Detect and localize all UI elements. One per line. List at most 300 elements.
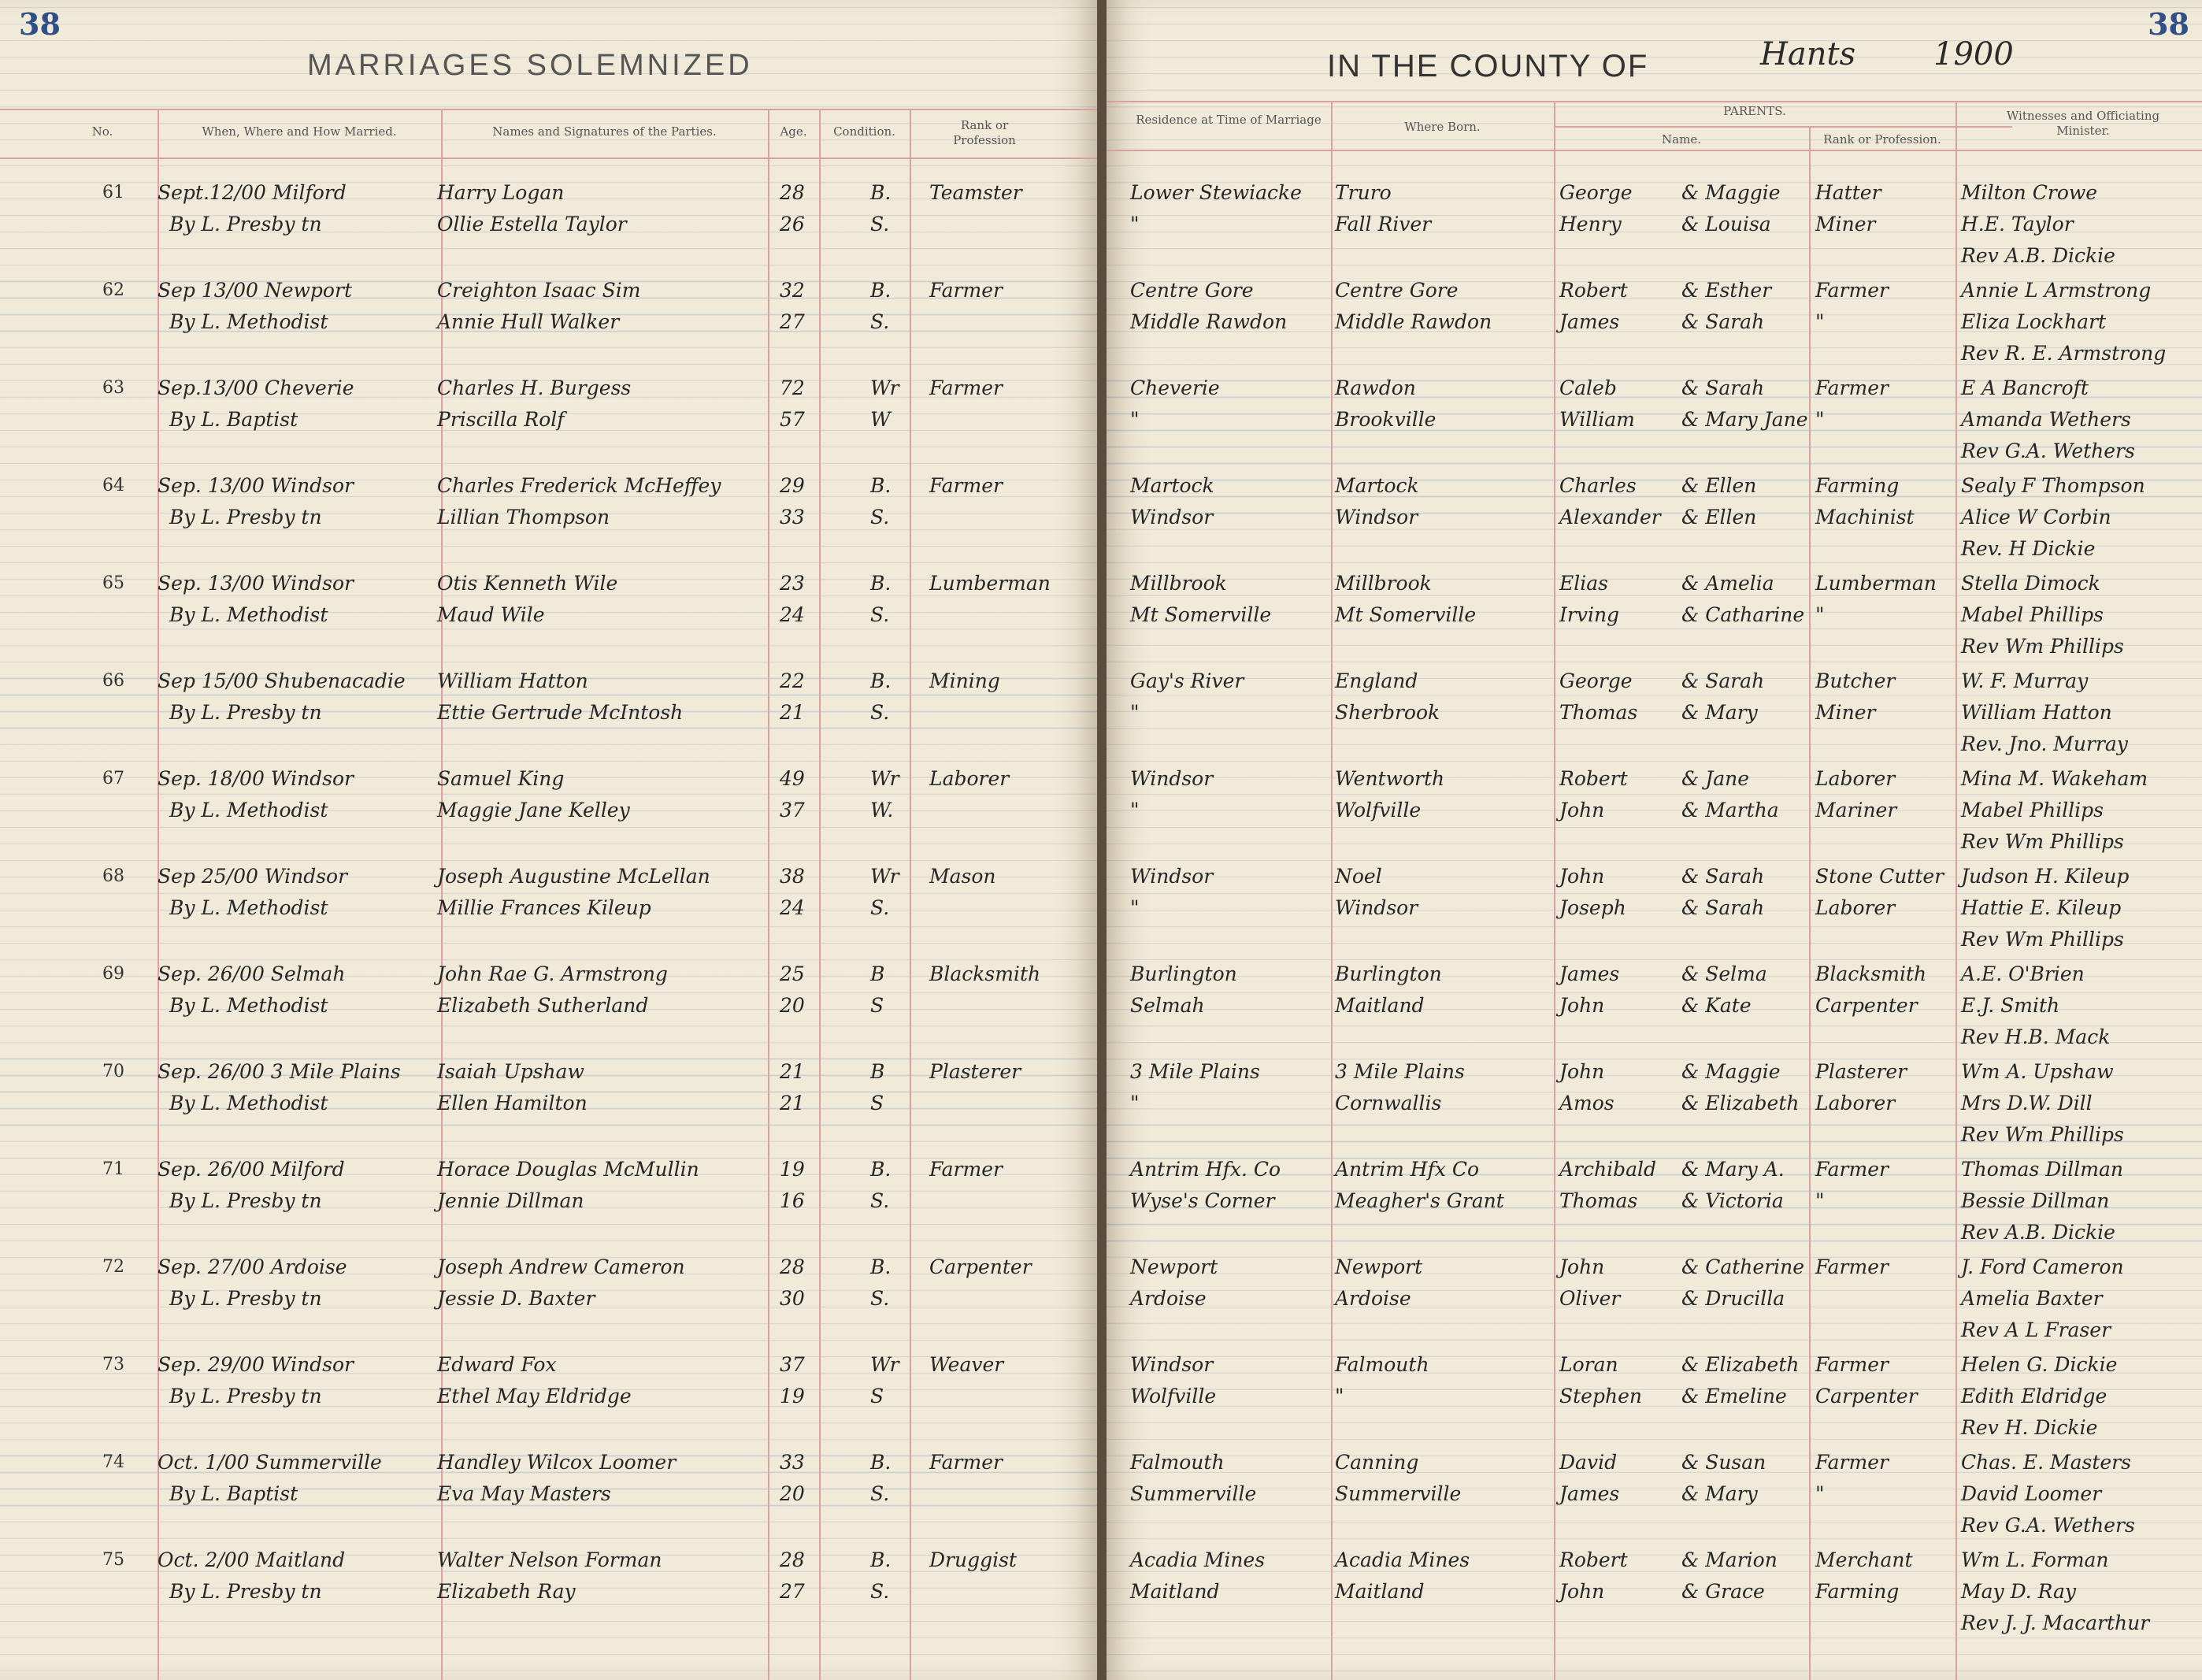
groom-age: 49: [780, 767, 805, 790]
groom-residence: Acadia Mines: [1130, 1548, 1266, 1571]
groom-mother: & Ellen: [1681, 474, 1757, 497]
when-where-line: Sep 13/00 Newport: [158, 279, 352, 302]
bride-name: Maggie Jane Kelley: [437, 799, 630, 821]
groom-father: David: [1559, 1451, 1618, 1474]
groom-residence: Cheverie: [1130, 376, 1220, 399]
bride-residence: Maitland: [1130, 1580, 1220, 1603]
bride-residence: ": [1130, 896, 1140, 919]
header-top-rule: [0, 109, 1097, 110]
groom-name: John Rae G. Armstrong: [437, 962, 668, 985]
groom-name: Isaiah Upshaw: [437, 1060, 584, 1083]
bride-residence: Windsor: [1130, 506, 1214, 528]
when-where-line: Sep. 18/00 Windsor: [158, 767, 354, 790]
groom-name: Charles H. Burgess: [437, 376, 632, 399]
how-married-line: By L. Presby tn: [169, 213, 322, 235]
groom-father: George: [1559, 181, 1633, 204]
when-where-line: Sep 15/00 Shubenacadie: [158, 669, 406, 692]
groom-residence: Windsor: [1130, 865, 1214, 888]
groom-residence: Windsor: [1130, 1353, 1214, 1376]
groom-rank: Druggist: [929, 1548, 1017, 1571]
groom-birthplace: Millbrook: [1335, 572, 1432, 595]
witness-2: Eliza Lockhart: [1961, 310, 2107, 333]
groom-birthplace: Centre Gore: [1335, 279, 1459, 302]
groom-mother: & Mary A.: [1681, 1158, 1785, 1181]
year: 1900: [1933, 36, 2014, 72]
groom-residence: Gay's River: [1130, 669, 1244, 692]
groom-age: 37: [780, 1353, 805, 1376]
bride-condition: S.: [870, 603, 890, 626]
bride-father: James: [1559, 310, 1620, 333]
header-top-rule: [1107, 101, 2202, 102]
groom-parents-rank: Farmer: [1815, 1158, 1889, 1181]
groom-condition: B: [870, 1060, 885, 1083]
bride-residence: ": [1130, 701, 1140, 724]
bride-condition: S.: [870, 896, 890, 919]
bride-father: Thomas: [1559, 701, 1638, 724]
groom-mother: & Maggie: [1681, 181, 1781, 204]
bride-father: John: [1559, 799, 1605, 821]
bride-father: Irving: [1559, 603, 1620, 626]
groom-residence: Newport: [1130, 1255, 1218, 1278]
groom-residence: 3 Mile Plains: [1130, 1060, 1260, 1083]
witness-2: Edith Eldridge: [1961, 1385, 2107, 1407]
witness-1: A.E. O'Brien: [1961, 962, 2085, 985]
entry-number: 64: [102, 476, 124, 495]
groom-age: 21: [780, 1060, 805, 1083]
groom-age: 23: [780, 572, 805, 595]
groom-mother: & Selma: [1681, 962, 1767, 985]
bride-condition: W: [870, 408, 891, 431]
groom-father: Robert: [1559, 279, 1628, 302]
groom-name: Walter Nelson Forman: [437, 1548, 662, 1571]
entry-number: 75: [102, 1550, 124, 1570]
bride-name: Ellen Hamilton: [437, 1092, 588, 1114]
entry-row: [0, 177, 1097, 275]
groom-name: Joseph Augustine McLellan: [437, 865, 710, 888]
bride-condition: W.: [870, 799, 894, 821]
officiating-minister: Rev A L Fraser: [1961, 1318, 2111, 1341]
groom-rank: Blacksmith: [929, 962, 1041, 985]
bride-age: 33: [780, 506, 805, 528]
groom-mother: & Catherine: [1681, 1255, 1805, 1278]
bride-parents-rank: Miner: [1815, 701, 1876, 724]
groom-parents-rank: Butcher: [1815, 669, 1896, 692]
groom-name: Charles Frederick McHeffey: [437, 474, 721, 497]
how-married-line: By L. Methodist: [169, 1092, 328, 1114]
bride-father: John: [1559, 994, 1605, 1017]
witness-2: William Hatton: [1961, 701, 2112, 724]
entry-row: [1107, 1252, 2202, 1349]
entry-row: [1107, 568, 2202, 666]
bride-mother: & Drucilla: [1681, 1287, 1785, 1310]
witness-1: Annie L Armstrong: [1961, 279, 2152, 302]
bride-birthplace: Sherbrook: [1335, 701, 1440, 724]
groom-name: Handley Wilcox Loomer: [437, 1451, 677, 1474]
groom-condition: B.: [870, 279, 892, 302]
bride-father: James: [1559, 1482, 1620, 1505]
how-married-line: By L. Baptist: [169, 1482, 298, 1505]
bride-birthplace: Maitland: [1335, 994, 1425, 1017]
entry-number: 72: [102, 1257, 124, 1277]
bride-mother: & Elizabeth: [1681, 1092, 1800, 1114]
bride-birthplace: Wolfville: [1335, 799, 1422, 821]
col-header-witnesses: Witnesses and Officiating Minister.: [2006, 109, 2160, 138]
bride-age: 37: [780, 799, 805, 821]
bride-mother: & Mary: [1681, 1482, 1758, 1505]
bride-name: Ethel May Eldridge: [437, 1385, 632, 1407]
groom-parents-rank: Farmer: [1815, 1353, 1889, 1376]
groom-rank: Weaver: [929, 1353, 1004, 1376]
entry-number: 68: [102, 866, 124, 886]
bride-birthplace: Mt Somerville: [1335, 603, 1477, 626]
witness-2: Amelia Baxter: [1961, 1287, 2103, 1310]
witness-2: Hattie E. Kileup: [1961, 896, 2122, 919]
groom-rank: Lumberman: [929, 572, 1051, 595]
entry-row: [0, 1349, 1097, 1447]
groom-name: William Hatton: [437, 669, 588, 692]
groom-birthplace: Canning: [1335, 1451, 1419, 1474]
bride-age: 26: [780, 213, 805, 235]
groom-father: John: [1559, 1060, 1605, 1083]
witness-2: H.E. Taylor: [1961, 213, 2074, 235]
groom-father: James: [1559, 962, 1620, 985]
groom-name: Creighton Isaac Sim: [437, 279, 641, 302]
bride-father: John: [1559, 1580, 1605, 1603]
groom-residence: Martock: [1130, 474, 1214, 497]
groom-rank: Farmer: [929, 279, 1003, 302]
witness-1: Stella Dimock: [1961, 572, 2100, 595]
when-where-line: Sep. 26/00 3 Mile Plains: [158, 1060, 401, 1083]
groom-father: Charles: [1559, 474, 1637, 497]
officiating-minister: Rev G.A. Wethers: [1961, 439, 2135, 462]
bride-age: 30: [780, 1287, 805, 1310]
groom-birthplace: Burlington: [1335, 962, 1442, 985]
bride-mother: & Grace: [1681, 1580, 1765, 1603]
entry-row: [1107, 861, 2202, 959]
bride-residence: Wyse's Corner: [1130, 1189, 1275, 1212]
header-bottom-rule: [1107, 150, 2202, 151]
groom-birthplace: 3 Mile Plains: [1335, 1060, 1465, 1083]
groom-parents-rank: Farmer: [1815, 279, 1889, 302]
bride-age: 24: [780, 896, 805, 919]
groom-age: 29: [780, 474, 805, 497]
officiating-minister: Rev A.B. Dickie: [1961, 244, 2115, 267]
bride-mother: & Mary Jane: [1681, 408, 1808, 431]
left-page-heading: MARRIAGES SOLEMNIZED: [307, 49, 753, 82]
bride-residence: Selmah: [1130, 994, 1205, 1017]
bride-father: William: [1559, 408, 1635, 431]
col-header-rank: Rank or Profession: [953, 118, 1016, 147]
bride-mother: & Victoria: [1681, 1189, 1784, 1212]
entry-row: [1107, 763, 2202, 861]
bride-parents-rank: ": [1815, 603, 1825, 626]
groom-age: 28: [780, 1255, 805, 1278]
bride-residence: Summerville: [1130, 1482, 1257, 1505]
bride-age: 27: [780, 310, 805, 333]
col-header-parents: PARENTS.: [1723, 104, 1786, 118]
groom-mother: & Sarah: [1681, 376, 1765, 399]
when-where-line: Sep. 26/00 Milford: [158, 1158, 345, 1181]
witness-1: Sealy F Thompson: [1961, 474, 2145, 497]
bride-age: 19: [780, 1385, 805, 1407]
how-married-line: By L. Baptist: [169, 408, 298, 431]
bride-age: 21: [780, 701, 805, 724]
groom-father: Loran: [1559, 1353, 1618, 1376]
entry-row: [0, 470, 1097, 568]
groom-condition: B: [870, 962, 885, 985]
bride-age: 16: [780, 1189, 805, 1212]
groom-mother: & Maggie: [1681, 1060, 1781, 1083]
how-married-line: By L. Methodist: [169, 310, 328, 333]
bride-birthplace: Windsor: [1335, 896, 1418, 919]
bride-condition: S: [870, 1092, 884, 1114]
bride-condition: S: [870, 1385, 884, 1407]
bride-father: Oliver: [1559, 1287, 1621, 1310]
witness-1: Helen G. Dickie: [1961, 1353, 2118, 1376]
witness-2: E.J. Smith: [1961, 994, 2060, 1017]
bride-name: Ettie Gertrude McIntosh: [437, 701, 684, 724]
entry-row: [0, 568, 1097, 666]
bride-name: Priscilla Rolf: [437, 408, 565, 431]
bride-residence: ": [1130, 799, 1140, 821]
how-married-line: By L. Presby tn: [169, 1189, 322, 1212]
officiating-minister: Rev H. Dickie: [1961, 1416, 2098, 1439]
book-gutter: [1097, 0, 1107, 1680]
witness-2: Bessie Dillman: [1961, 1189, 2110, 1212]
bride-name: Annie Hull Walker: [437, 310, 620, 333]
entry-row: [0, 1545, 1097, 1642]
bride-parents-rank: Machinist: [1815, 506, 1915, 528]
how-married-line: By L. Methodist: [169, 994, 328, 1017]
bride-condition: S.: [870, 310, 890, 333]
bride-mother: & Ellen: [1681, 506, 1757, 528]
officiating-minister: Rev R. E. Armstrong: [1961, 342, 2167, 365]
bride-father: Henry: [1559, 213, 1622, 235]
groom-parents-rank: Plasterer: [1815, 1060, 1907, 1083]
bride-mother: & Emeline: [1681, 1385, 1787, 1407]
groom-rank: Carpenter: [929, 1255, 1032, 1278]
entry-row: [0, 1447, 1097, 1545]
bride-residence: Wolfville: [1130, 1385, 1217, 1407]
how-married-line: By L. Presby tn: [169, 506, 322, 528]
when-where-line: Sep. 29/00 Windsor: [158, 1353, 354, 1376]
groom-father: John: [1559, 1255, 1605, 1278]
bride-birthplace: Cornwallis: [1335, 1092, 1442, 1114]
bride-condition: S.: [870, 701, 890, 724]
groom-parents-rank: Blacksmith: [1815, 962, 1927, 985]
bride-name: Eva May Masters: [437, 1482, 611, 1505]
groom-birthplace: Noel: [1335, 865, 1382, 888]
groom-rank: Mason: [929, 865, 996, 888]
entry-row: [1107, 177, 2202, 275]
groom-residence: Lower Stewiacke: [1130, 181, 1302, 204]
witness-1: Milton Crowe: [1961, 181, 2098, 204]
bride-mother: & Mary: [1681, 701, 1758, 724]
groom-birthplace: Acadia Mines: [1335, 1548, 1470, 1571]
groom-rank: Teamster: [929, 181, 1022, 204]
groom-parents-rank: Stone Cutter: [1815, 865, 1944, 888]
groom-condition: Wr: [870, 865, 899, 888]
groom-father: Robert: [1559, 1548, 1628, 1571]
groom-condition: B.: [870, 181, 892, 204]
bride-birthplace: Meagher's Grant: [1335, 1189, 1504, 1212]
entry-row: [0, 666, 1097, 763]
witness-2: Amanda Wethers: [1961, 408, 2131, 431]
entry-row: [1107, 275, 2202, 373]
officiating-minister: Rev Wm Phillips: [1961, 1123, 2124, 1146]
col-header-residence: Residence at Time of Marriage: [1136, 113, 1322, 127]
bride-age: 21: [780, 1092, 805, 1114]
county-name: Hants: [1760, 36, 1856, 72]
groom-parents-rank: Hatter: [1815, 181, 1881, 204]
when-where-line: Sep.13/00 Cheverie: [158, 376, 354, 399]
bride-age: 24: [780, 603, 805, 626]
groom-condition: Wr: [870, 1353, 899, 1376]
bride-father: Amos: [1559, 1092, 1614, 1114]
bride-mother: & Catharine: [1681, 603, 1805, 626]
entry-row: [1107, 959, 2202, 1056]
bride-age: 57: [780, 408, 805, 431]
entry-row: [0, 1154, 1097, 1252]
right-page-heading: IN THE COUNTY OF: [1327, 49, 1649, 83]
groom-father: Robert: [1559, 767, 1628, 790]
when-where-line: Sep 25/00 Windsor: [158, 865, 348, 888]
entry-number: 74: [102, 1452, 124, 1472]
bride-condition: S.: [870, 506, 890, 528]
groom-residence: Burlington: [1130, 962, 1237, 985]
groom-residence: Windsor: [1130, 767, 1214, 790]
bride-parents-rank: ": [1815, 408, 1825, 431]
entry-number: 69: [102, 964, 124, 984]
entry-row: [1107, 373, 2202, 470]
bride-condition: S.: [870, 1287, 890, 1310]
bride-name: Lillian Thompson: [437, 506, 610, 528]
left-page: [0, 0, 1097, 1680]
groom-age: 33: [780, 1451, 805, 1474]
groom-mother: & Marion: [1681, 1548, 1778, 1571]
groom-birthplace: Newport: [1335, 1255, 1423, 1278]
witness-1: E A Bancroft: [1961, 376, 2089, 399]
groom-age: 32: [780, 279, 805, 302]
witness-1: Thomas Dillman: [1961, 1158, 2123, 1181]
bride-name: Jennie Dillman: [437, 1189, 584, 1212]
groom-condition: B.: [870, 669, 892, 692]
bride-mother: & Martha: [1681, 799, 1779, 821]
bride-birthplace: Brookville: [1335, 408, 1436, 431]
bride-name: Maud Wile: [437, 603, 545, 626]
how-married-line: By L. Methodist: [169, 603, 328, 626]
officiating-minister: Rev Wm Phillips: [1961, 928, 2124, 951]
witness-2: Alice W Corbin: [1961, 506, 2111, 528]
entry-row: [1107, 1545, 2202, 1642]
entry-row: [1107, 470, 2202, 568]
groom-age: 25: [780, 962, 805, 985]
bride-age: 27: [780, 1580, 805, 1603]
groom-birthplace: Martock: [1335, 474, 1419, 497]
groom-age: 28: [780, 1548, 805, 1571]
bride-birthplace: Summerville: [1335, 1482, 1462, 1505]
witness-1: W. F. Murray: [1961, 669, 2089, 692]
groom-birthplace: Wentworth: [1335, 767, 1445, 790]
witness-1: Wm L. Forman: [1961, 1548, 2109, 1571]
bride-condition: S.: [870, 1580, 890, 1603]
groom-name: Horace Douglas McMullin: [437, 1158, 699, 1181]
groom-parents-rank: Farmer: [1815, 1255, 1889, 1278]
bride-condition: S: [870, 994, 884, 1017]
groom-mother: & Elizabeth: [1681, 1353, 1800, 1376]
entry-row: [1107, 1349, 2202, 1447]
bride-name: Ollie Estella Taylor: [437, 213, 627, 235]
bride-father: Stephen: [1559, 1385, 1642, 1407]
bride-mother: & Sarah: [1681, 896, 1765, 919]
groom-parents-rank: Lumberman: [1815, 572, 1937, 595]
bride-parents-rank: Mariner: [1815, 799, 1897, 821]
bride-mother: & Sarah: [1681, 310, 1765, 333]
officiating-minister: Rev Wm Phillips: [1961, 635, 2124, 658]
witness-2: Mabel Phillips: [1961, 603, 2104, 626]
groom-name: Harry Logan: [437, 181, 565, 204]
witness-1: Wm A. Upshaw: [1961, 1060, 2114, 1083]
groom-condition: B.: [870, 1255, 892, 1278]
officiating-minister: Rev. H Dickie: [1961, 537, 2096, 560]
col-header-when: When, Where and How Married.: [202, 124, 397, 139]
entry-row: [1107, 1056, 2202, 1154]
entry-number: 65: [102, 573, 124, 593]
entry-number: 61: [102, 183, 124, 202]
bride-name: Elizabeth Ray: [437, 1580, 576, 1603]
col-header-parents-rank: Rank or Profession.: [1823, 132, 1941, 146]
groom-residence: Falmouth: [1130, 1451, 1225, 1474]
groom-condition: B.: [870, 572, 892, 595]
bride-father: Alexander: [1559, 506, 1661, 528]
groom-father: Elias: [1559, 572, 1608, 595]
how-married-line: By L. Presby tn: [169, 1385, 322, 1407]
groom-birthplace: Rawdon: [1335, 376, 1416, 399]
bride-condition: S.: [870, 1482, 890, 1505]
bride-condition: S.: [870, 213, 890, 235]
when-where-line: Sep. 13/00 Windsor: [158, 474, 354, 497]
header-bottom-rule: [0, 158, 1097, 159]
groom-rank: Farmer: [929, 1158, 1003, 1181]
bride-birthplace: Middle Rawdon: [1335, 310, 1492, 333]
groom-condition: B.: [870, 474, 892, 497]
groom-residence: Antrim Hfx. Co: [1130, 1158, 1281, 1181]
bride-birthplace: Windsor: [1335, 506, 1418, 528]
entry-row: [0, 763, 1097, 861]
col-header-parents-name: Name.: [1662, 132, 1701, 146]
col-header-no: No.: [91, 124, 113, 139]
groom-father: George: [1559, 669, 1633, 692]
entry-number: 73: [102, 1355, 124, 1374]
right-page-number: 38: [2148, 6, 2189, 42]
groom-age: 38: [780, 865, 805, 888]
col-header-born: Where Born.: [1404, 120, 1481, 134]
bride-condition: S.: [870, 1189, 890, 1212]
bride-birthplace: Maitland: [1335, 1580, 1425, 1603]
how-married-line: By L. Presby tn: [169, 701, 322, 724]
parents-subheader-rule: [1555, 126, 2012, 128]
bride-age: 20: [780, 994, 805, 1017]
when-where-line: Sep. 13/00 Windsor: [158, 572, 354, 595]
groom-parents-rank: Laborer: [1815, 767, 1896, 790]
groom-rank: Plasterer: [929, 1060, 1021, 1083]
entry-row: [1107, 666, 2202, 763]
bride-residence: Ardoise: [1130, 1287, 1207, 1310]
bride-father: Joseph: [1559, 896, 1626, 919]
groom-birthplace: Falmouth: [1335, 1353, 1429, 1376]
entry-number: 70: [102, 1062, 124, 1081]
groom-mother: & Susan: [1681, 1451, 1766, 1474]
